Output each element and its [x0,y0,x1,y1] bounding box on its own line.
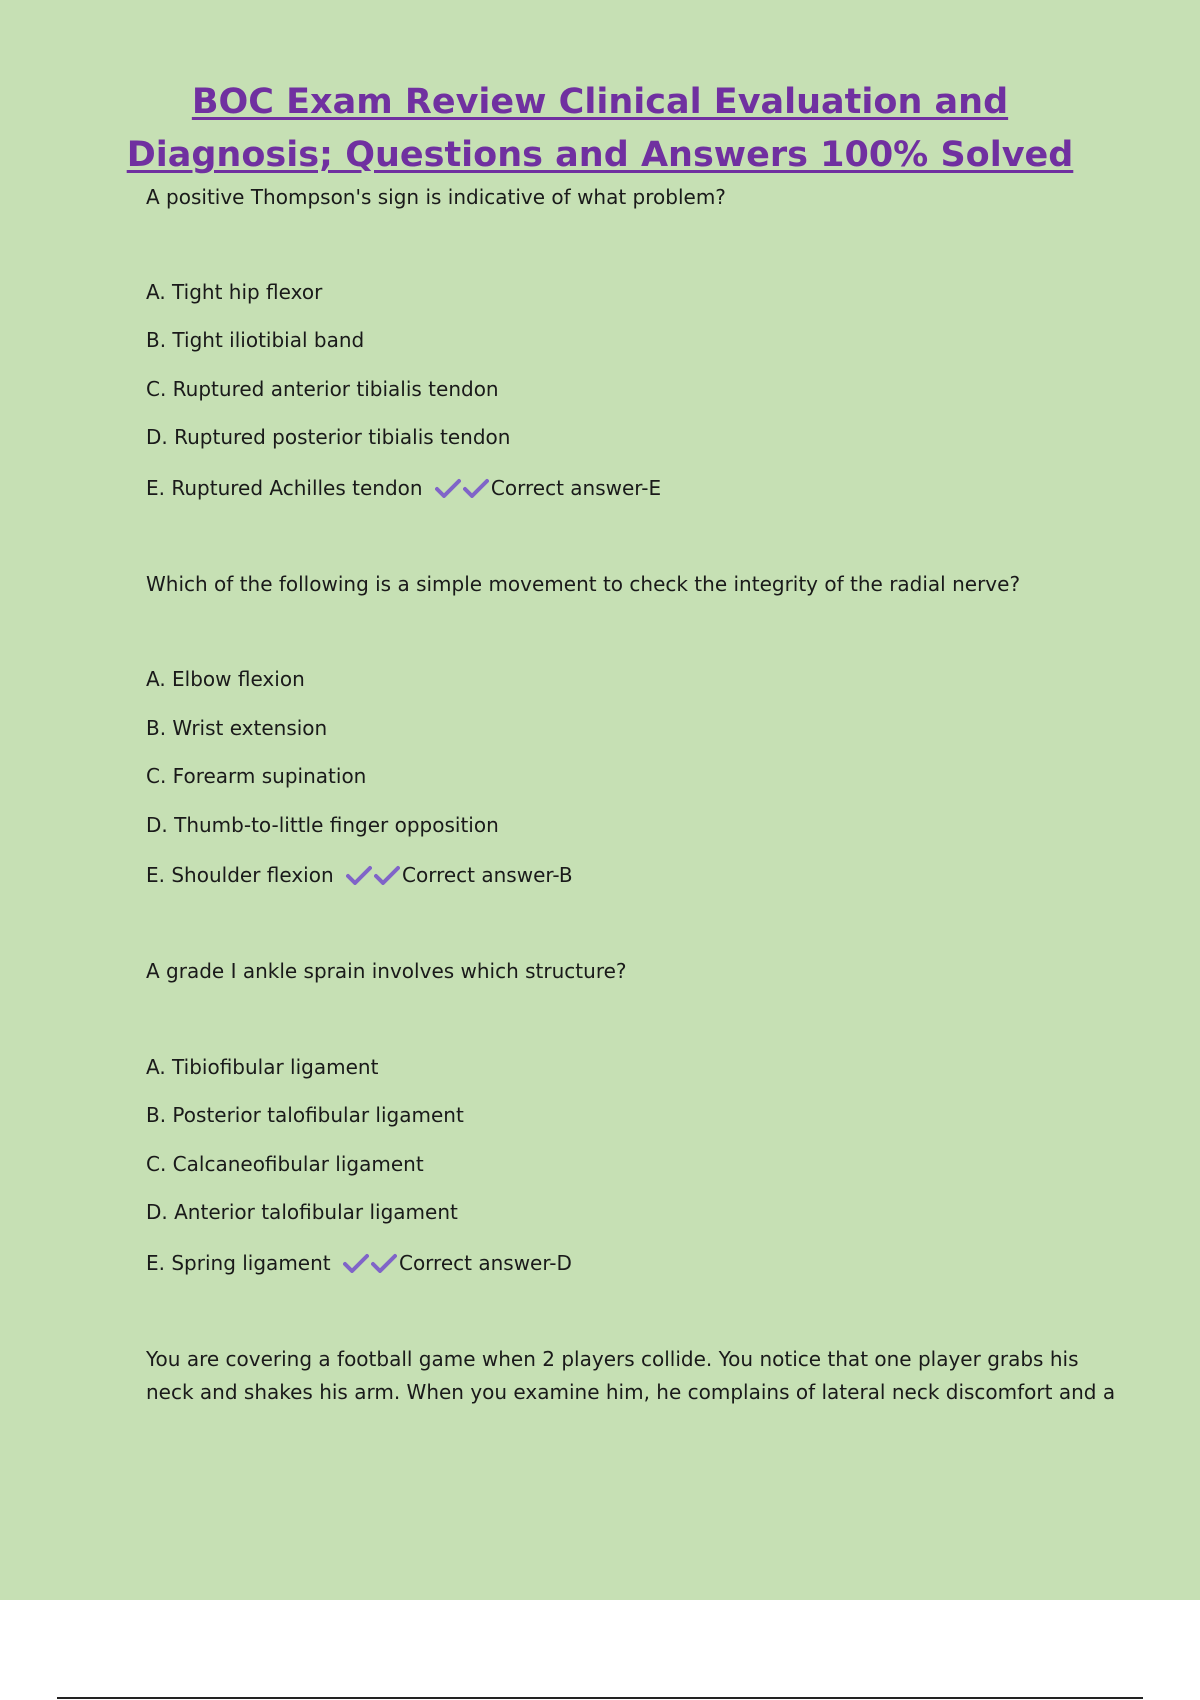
question-3-option-c: C. Calcaneofibular ligament [146,1152,424,1176]
title-line-2: Diagnosis; Questions and Answers 100% Solved [126,135,1074,175]
question-1-correct-answer: Correct answer-E [490,476,662,500]
question-1-option-a: A. Tight hip flexor [146,280,323,304]
question-2-prompt: Which of the following is a simple movement to check the integrity of the radial nerve? [146,572,1021,596]
question-1-option-e: E. Ruptured Achilles tendon [146,476,423,500]
question-3-correct-answer: Correct answer-D [398,1251,572,1275]
title-line-1: BOC Exam Review Clinical Evaluation and [191,82,1009,122]
checkmark-icon [343,1253,369,1273]
question-1-option-b: B. Tight iliotibial band [146,328,365,352]
question-3-option-a: A. Tibiofibular ligament [146,1055,379,1079]
question-3-prompt: A grade I ankle sprain involves which structure? [146,959,627,983]
document-title [0,76,1200,182]
question-2-option-c: C. Forearm supination [146,764,367,788]
footer-divider [57,1697,1143,1699]
question-1-option-d: D. Ruptured posterior tibialis tendon [146,425,511,449]
question-1-prompt: A positive Thompson's sign is indicative of what problem? [146,185,726,209]
question-4-prompt-line-2: neck and shakes his arm. When you examine him, he complains of lateral neck discomfort and a [146,1380,1116,1404]
checkmark-icon [435,478,461,498]
question-1-option-c: C. Ruptured anterior tibialis tendon [146,377,499,401]
question-3-option-e: E. Spring ligament [146,1251,331,1275]
question-2-correct-answer: Correct answer-B [402,863,573,887]
checkmark-icon [463,478,489,498]
question-3-option-e-row [146,1251,572,1275]
question-3-option-d: D. Anterior talofibular ligament [146,1200,458,1224]
question-2-option-d: D. Thumb-to-little finger opposition [146,813,499,837]
question-4-prompt-line-1: You are covering a football game when 2 players collide. You notice that one player grabs his [146,1347,1079,1371]
question-2-option-b: B. Wrist extension [146,716,328,740]
question-3-option-b: B. Posterior talofibular ligament [146,1103,464,1127]
checkmark-icon [346,865,372,885]
checkmark-icon [371,1253,397,1273]
question-2-option-a: A. Elbow flexion [146,667,305,691]
question-1-option-e-row [146,476,661,500]
question-2-option-e: E. Shoulder flexion [146,863,334,887]
checkmark-icon [374,865,400,885]
question-2-option-e-row [146,863,573,887]
